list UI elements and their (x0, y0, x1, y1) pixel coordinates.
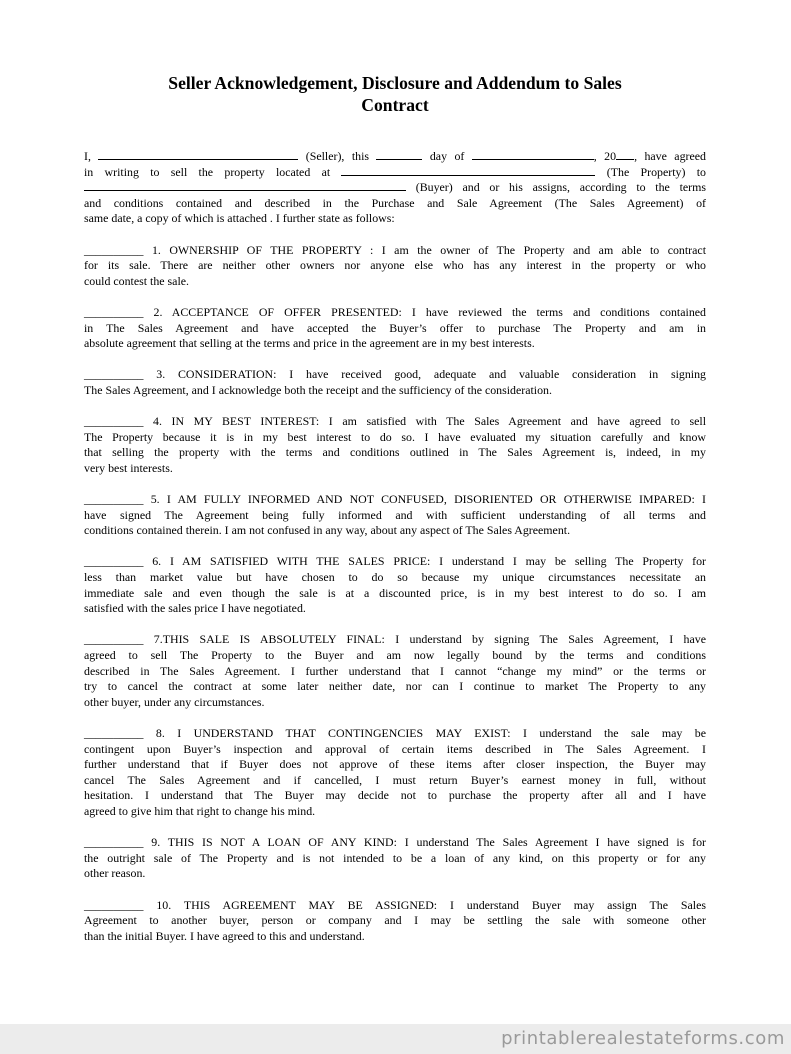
clause-line: Agreement to another buyer, person or company and I may be settling the sale with someone other (84, 913, 706, 928)
paragraph-spacer (84, 352, 706, 368)
intro-line-4: and conditions contained and described in the Purchase and Sale Agreement (The Sales Agreement) of (84, 195, 706, 210)
intro-line-3: (Buyer) and or his assigns, according to the terms (84, 180, 706, 196)
clause-line: cancel The Sales Agreement and if cancelled, I must return Buyer’s earnest money in full, without (84, 772, 706, 787)
clause-paragraph-2 (84, 305, 706, 352)
intro-line-5: same date, a copy of which is attached . I further state as follows: (84, 211, 395, 226)
paragraph-spacer (84, 399, 706, 415)
clause-paragraph-5 (84, 492, 706, 539)
clause-line: further understand that if Buyer does not approve of these items after closer inspection, the Buyer may (84, 757, 706, 772)
paragraph-spacer (84, 882, 706, 898)
clause-line: try to cancel the contract at some later neither date, nor can I continue to market The Property to any (84, 679, 706, 694)
clause-line: agreed to sell The Property to the Buyer and am now legally bound by the terms and conditions (84, 648, 706, 662)
buyer-name-blank (84, 180, 406, 191)
clause-line: __________ 5. I AM FULLY INFORMED AND NOT CONFUSED, DISORIENTED OR OTHERWISE IMPARED: I (84, 492, 706, 507)
clause-line: __________ 4. IN MY BEST INTEREST: I am satisfied with The Sales Agreement and have agreed to sell (84, 414, 706, 429)
clause-line: for its sale. There are neither other owners nor anyone else who has any interest in the property or who (84, 258, 706, 273)
clause-line: __________ 7.THIS SALE IS ABSOLUTELY FINAL: I understand by signing The Sales Agreement, I have (84, 632, 706, 647)
paragraph-spacer (84, 617, 706, 633)
clause-line: less than market value but have chosen to do so because my unique circumstances necessitate an (84, 570, 706, 585)
clause-paragraph-7 (84, 632, 706, 710)
year-blank (616, 149, 634, 160)
clause-line: than the initial Buyer. I have agreed to this and understand. (84, 928, 365, 943)
title-line-2: Contract (361, 95, 429, 115)
clause-line: __________ 6. I AM SATISFIED WITH THE SALES PRICE: I understand I may be selling The Property for (84, 554, 706, 569)
month-blank (472, 149, 594, 160)
clause-line: __________ 1. OWNERSHIP OF THE PROPERTY : I am the owner of The Property and am able to contract (84, 242, 706, 257)
clause-line: hesitation. I understand that The Buyer may decide not to purchase the property after all and I have (84, 788, 706, 803)
paragraph-spacer (84, 476, 706, 492)
clause-line: satisfied with the sales price I have negotiated. (84, 601, 306, 616)
clause-line: __________ 2. ACCEPTANCE OF OFFER PRESENTED: I have reviewed the terms and conditions contained (84, 304, 706, 319)
document-body (84, 149, 706, 944)
intro-paragraph (84, 149, 706, 227)
footer-band (0, 1024, 791, 1054)
clause-line: conditions contained therein. I am not confused in any way, about any aspect of The Sales Agreement. (84, 523, 571, 538)
clause-paragraph-1 (84, 243, 706, 290)
intro-line-1: I, (Seller), this day of , 20 , have agreed (84, 149, 706, 163)
property-address-blank (341, 165, 595, 176)
title-line-1: Seller Acknowledgement, Disclosure and Addendum to Sales (168, 73, 622, 93)
document-title (84, 72, 706, 116)
numbered-paragraphs (84, 227, 706, 944)
clause-paragraph-8 (84, 726, 706, 820)
clause-line: very best interests. (84, 460, 173, 475)
clause-paragraph-6 (84, 554, 706, 616)
clause-line: contingent upon Buyer’s inspection and approval of certain items described in The Sales Agreement. I (84, 741, 706, 756)
clause-line: in The Sales Agreement and have accepted the Buyer’s offer to purchase The Property and am in (84, 320, 706, 335)
clause-line: __________ 10. THIS AGREEMENT MAY BE ASSIGNED: I understand Buyer may assign The Sales (84, 897, 706, 912)
day-blank (376, 149, 422, 160)
clause-line: described in The Sales Agreement. I further understand that I cannot “change my mind” or the terms or (84, 663, 706, 678)
clause-line: __________ 9. THIS IS NOT A LOAN OF ANY KIND: I understand The Sales Agreement I have signed is for (84, 835, 706, 850)
paragraph-spacer (84, 820, 706, 836)
intro-line-2: in writing to sell the property located at (The Property) to (84, 164, 706, 179)
clause-paragraph-4 (84, 414, 706, 476)
paragraph-spacer (84, 289, 706, 305)
clause-line: other reason. (84, 866, 146, 881)
clause-line: could contest the sale. (84, 273, 190, 288)
clause-line: immediate sale and even though the sale is at a discounted price, is in my best interest to do so. I am (84, 585, 706, 600)
clause-line: The Property because it is in my best interest to do so. I have evaluated my situation carefully and know (84, 429, 706, 444)
clause-line: that selling the property with the terms and conditions outlined in The Sales Agreement is, indeed, in my (84, 445, 706, 460)
clause-paragraph-10 (84, 898, 706, 945)
clause-line: agreed to give him that right to change his mind. (84, 803, 316, 818)
paragraph-spacer (84, 710, 706, 726)
clause-line: absolute agreement that selling at the terms and price in the agreement are in my best interests. (84, 336, 535, 351)
clause-line: have signed The Agreement being fully informed and with sufficient understanding of all terms and (84, 507, 706, 522)
clause-line: __________ 3. CONSIDERATION: I have received good, adequate and valuable consideration in signing (84, 367, 706, 382)
seller-name-blank (98, 149, 298, 160)
clause-line: __________ 8. I UNDERSTAND THAT CONTINGENCIES MAY EXIST: I understand the sale may be (84, 725, 706, 740)
paragraph-spacer (84, 539, 706, 555)
watermark-text: printablerealestateforms.com (501, 1028, 785, 1049)
clause-line: The Sales Agreement, and I acknowledge both the receipt and the sufficiency of the consideration. (84, 382, 552, 397)
clause-line: other buyer, under any circumstances. (84, 694, 265, 709)
clause-line: the outright sale of The Property and is not intended to be a loan of any kind, on this property or for any (84, 850, 706, 865)
paragraph-spacer (84, 227, 706, 243)
clause-paragraph-3 (84, 367, 706, 398)
clause-paragraph-9 (84, 835, 706, 882)
